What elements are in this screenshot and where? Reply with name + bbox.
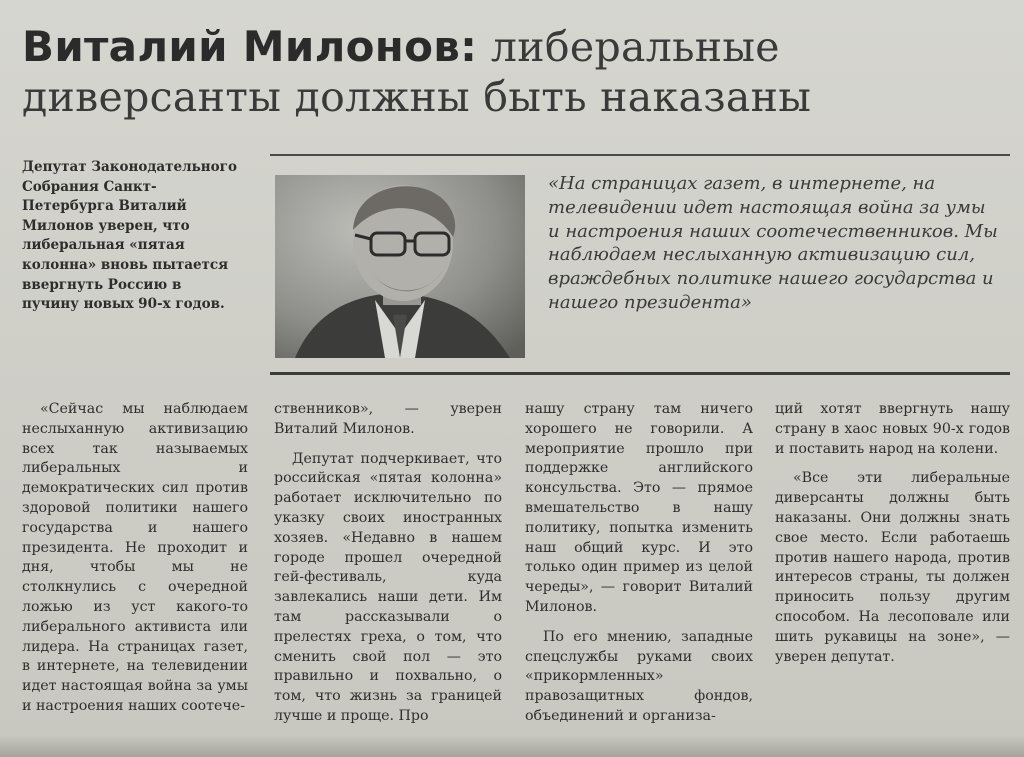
portrait-photo xyxy=(275,175,525,358)
article-column-1 xyxy=(22,400,248,727)
paragraph: ственников», — уверен Виталий Милонов. xyxy=(274,401,502,437)
page-edge-shadow xyxy=(0,735,1024,757)
headline-name: Виталий Милонов: xyxy=(22,22,478,71)
paragraph: «Все эти либеральные диверсанты должны быть наказаны. Они должны знать свое место. Если работаешь против нашего народа, против интересов страны, ты должен приносить пользу другим способом. На лесоповале или шить рукавицы на зоне», — уверен депутат. xyxy=(775,470,1010,665)
divider-bottom xyxy=(270,372,1010,375)
divider-top xyxy=(270,154,1010,156)
portrait-icon xyxy=(275,175,525,358)
paragraph: Депутат подчеркивает, что российская «пятая колонна» работает исключительно по указку своих иностранных хозяев. «Недавно в нашем городе прошел очередной гей-фестиваль, куда завлекались наши дети. Им там рассказывали о прелестях греха, о том, что сменить свой пол — это правильно и похвально, о том, что жизнь за границей лучше и проще. Про xyxy=(274,450,502,724)
paragraph: нашу страну там ничего хорошего не говорили. А мероприятие прошло при поддержке английского консульства. Это — прямое вмешательство в нашу политику, попытка изменить наш общий курс. И это только один пример из целой череды», — говорит Виталий Милонов. xyxy=(525,401,753,615)
lead-paragraph: Депутат Законодательного Собрания Санкт-Петербурга Виталий Милонов уверен, что либеральная «пятая колонна» вновь пытается ввергнуть Россию в пучину новых 90-х годов. xyxy=(22,159,237,313)
paragraph: ций хотят ввергнуть нашу страну в хаос новых 90-х годов и поставить народ на колени. xyxy=(775,401,1010,457)
headline-text: либеральные диверсанты должны быть наказаны xyxy=(22,23,812,121)
article-column-3 xyxy=(525,400,753,737)
pull-quote: «На страницах газет, в интернете, на телевидении идет настоящая война за умы и настроения наших соотечественников. Мы наблюдаем неслыханную активизацию сил, враждебных политике нашего государства и нашего президента» xyxy=(548,173,998,313)
article-column-4 xyxy=(775,400,1010,677)
headline xyxy=(22,22,982,122)
paragraph: По его мнению, западные спецслужбы руками своих «прикормленных» правозащитных фондов, объединений и организа- xyxy=(525,628,753,724)
article-column-2 xyxy=(274,400,502,737)
paragraph: «Сейчас мы наблюдаем неслыханную активизацию всех так называемых либеральных и демократических сил против здоровой политики нашего государства и нашего президента. Не проходит и дня, чтобы мы не столкнулись с очередной ложью из уст какого-то либерального активиста или лидера. На страницах газет, в интернете, на телевидении идет настоящая война за умы и настроения наших соотече- xyxy=(22,401,248,714)
